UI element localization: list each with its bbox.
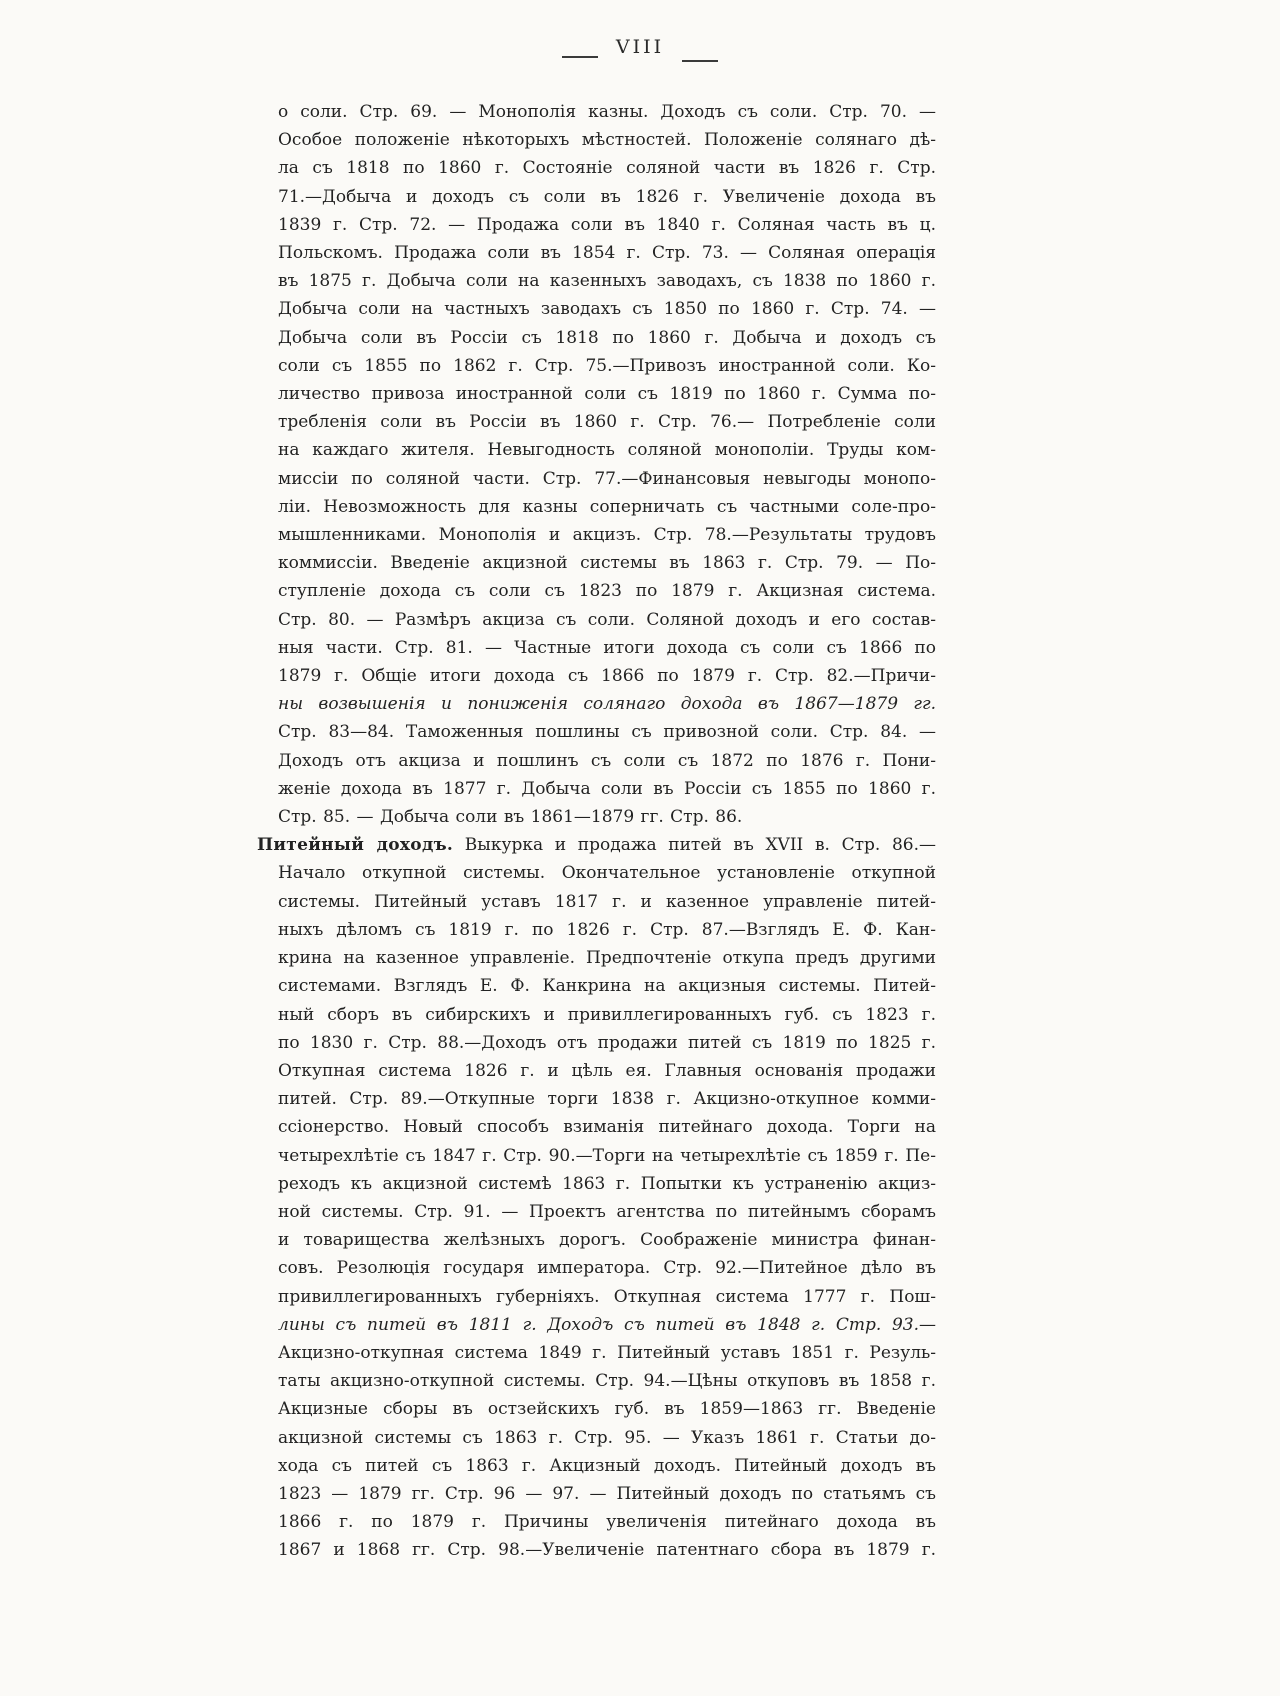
text-line: соли съ 1855 по 1862 г. Стр. 75.—Привозъ иностранной соли. Ко-: [278, 355, 936, 376]
text-line: ныя части. Стр. 81. — Частные итоги дохода съ соли съ 1866 по: [278, 637, 936, 658]
text-line: четырехлѣтіе съ 1847 г. Стр. 90.—Торги на четырехлѣтіе съ 1859 г. Пе-: [278, 1145, 936, 1166]
text-line: требленія соли въ Россіи въ 1860 г. Стр. 76.— Потребленіе соли: [278, 412, 936, 433]
text-line: въ 1875 г. Добыча соли на казенныхъ заводахъ, съ 1838 по 1860 г.: [278, 271, 936, 292]
text-line: ступленіе дохода съ соли съ 1823 по 1879 г. Акцизная система.: [278, 581, 936, 602]
text-line: питей. Стр. 89.—Откупные торги 1838 г. Акцизно-откупное комми-: [278, 1089, 936, 1110]
text-line: 1823 — 1879 гг. Стр. 96 — 97. — Питейный доходъ по статьямъ съ: [278, 1483, 936, 1504]
text-line: акцизной системы съ 1863 г. Стр. 95. — Указъ 1861 г. Статьи до-: [278, 1427, 936, 1448]
text-line: системами. Взглядъ Е. Ф. Канкрина на акцизныя системы. Питей-: [278, 976, 936, 997]
text-line: ла съ 1818 по 1860 г. Состояніе соляной части въ 1826 г. Стр.: [278, 158, 936, 179]
header-rule-right: [682, 60, 718, 62]
text-line: на каждаго жителя. Невыгодность соляной монополіи. Труды ком-: [278, 440, 936, 461]
text-line: миссіи по соляной части. Стр. 77.—Финансовыя невыгоды монопо-: [278, 468, 936, 489]
text-line: 1867 и 1868 гг. Стр. 98.—Увеличеніе патентнаго сбора въ 1879 г.: [278, 1540, 936, 1561]
text-line: ной системы. Стр. 91. — Проектъ агентства по питейнымъ сборамъ: [278, 1201, 936, 1222]
toc-paragraph: [278, 98, 936, 831]
text-line: системы. Питейный уставъ 1817 г. и казенное управленіе питей-: [278, 891, 936, 912]
text-line: и товарищества желѣзныхъ дорогъ. Соображеніе министра финан-: [278, 1230, 936, 1251]
header-rule-left: [562, 56, 598, 58]
text-line: Особое положеніе нѣкоторыхъ мѣстностей. Положеніе солянаго дѣ-: [278, 130, 936, 151]
text-line: Стр. 83—84. Таможенныя пошлины съ привозной соли. Стр. 84. —: [278, 722, 936, 743]
text-line: коммиссіи. Введеніе акцизной системы въ 1863 г. Стр. 79. — По-: [278, 553, 936, 574]
page-number: VIII: [615, 36, 665, 58]
text-line: реходъ къ акцизной системѣ 1863 г. Попытки къ устраненію акциз-: [278, 1173, 936, 1194]
text-line: Начало откупной системы. Окончательное установленіе откупной: [278, 863, 936, 884]
text-line: совъ. Резолюція государя императора. Стр. 92.—Питейное дѣло въ: [278, 1258, 936, 1279]
text-line: хода съ питей съ 1863 г. Акцизный доходъ. Питейный доходъ въ: [278, 1455, 936, 1476]
text-line: Польскомъ. Продажа соли въ 1854 г. Стр. 73. — Соляная операція: [278, 243, 936, 264]
text-line: Акцизные сборы въ остзейскихъ губ. въ 1859—1863 гг. Введеніе: [278, 1399, 936, 1420]
text-line: мышленниками. Монополія и акцизъ. Стр. 78.—Результаты трудовъ: [278, 525, 936, 546]
text-line: по 1830 г. Стр. 88.—Доходъ отъ продажи питей съ 1819 по 1825 г.: [278, 1032, 936, 1053]
text-line: личество привоза иностранной соли съ 1819 по 1860 г. Сумма по-: [278, 384, 936, 405]
text-line: Стр. 80. — Размѣръ акциза съ соли. Соляной доходъ и его состав-: [278, 609, 936, 630]
text-line: ныхъ дѣломъ съ 1819 г. по 1826 г. Стр. 87.—Взглядъ Е. Ф. Кан-: [278, 919, 936, 940]
text-line: Стр. 85. — Добыча соли въ 1861—1879 гг. Стр. 86.: [278, 807, 743, 828]
text-line: ліи. Невозможность для казны соперничать съ частными соле-про-: [278, 496, 936, 517]
text-line: 71.—Добыча и доходъ съ соли въ 1826 г. Увеличеніе дохода въ: [278, 186, 936, 207]
text-line: ссіонерство. Новый способъ взиманія питейнаго дохода. Торги на: [278, 1117, 936, 1138]
text-line: 1879 г. Общіе итоги дохода съ 1866 по 1879 г. Стр. 82.—Причи-: [278, 666, 936, 687]
text-block: [257, 98, 936, 1565]
text-line: привиллегированныхъ губерніяхъ. Откупная система 1777 г. Пош-: [278, 1286, 936, 1307]
text-line: о соли. Стр. 69. — Монополія казны. Доходъ съ соли. Стр. 70. —: [278, 102, 936, 122]
running-head: [0, 36, 1280, 62]
text-line: Откупная система 1826 г. и цѣль ея. Главныя основанія продажи: [278, 1060, 936, 1081]
text-line: 1866 г. по 1879 г. Причины увеличенія питейнаго дохода въ: [278, 1512, 936, 1533]
text-line: Питейный доходъ. Выкурка и продажа питей въ XVII в. Стр. 86.—: [257, 835, 936, 856]
text-line: Добыча соли въ Россіи съ 1818 по 1860 г. Добыча и доходъ съ: [278, 327, 936, 348]
text-line: Добыча соли на частныхъ заводахъ съ 1850 по 1860 г. Стр. 74. —: [278, 299, 936, 320]
text-line: Акцизно-откупная система 1849 г. Питейный уставъ 1851 г. Резуль-: [278, 1342, 936, 1363]
text-line: 1839 г. Стр. 72. — Продажа соли въ 1840 г. Соляная часть въ ц.: [278, 214, 936, 235]
text-line: крина на казенное управленіе. Предпочтеніе откупа предъ другими: [278, 948, 936, 969]
text-line: ный сборъ въ сибирскихъ и привиллегированныхъ губ. съ 1823 г.: [278, 1004, 936, 1025]
text-line: ны возвышенія и пониженія солянаго дохода въ 1867—1879 гг.: [278, 694, 936, 715]
text-line: лины съ питей въ 1811 г. Доходъ съ питей въ 1848 г. Стр. 93.—: [278, 1314, 936, 1335]
text-line: женіе дохода въ 1877 г. Добыча соли въ Россіи съ 1855 по 1860 г.: [278, 778, 936, 799]
toc-paragraph: [257, 831, 936, 1564]
entry-title: Питейный доходъ.: [257, 835, 454, 856]
text-line: Доходъ отъ акциза и пошлинъ съ соли съ 1872 по 1876 г. Пони-: [278, 750, 936, 771]
text-line: таты акцизно-откупной системы. Стр. 94.—Цѣны откуповъ въ 1858 г.: [278, 1371, 936, 1392]
